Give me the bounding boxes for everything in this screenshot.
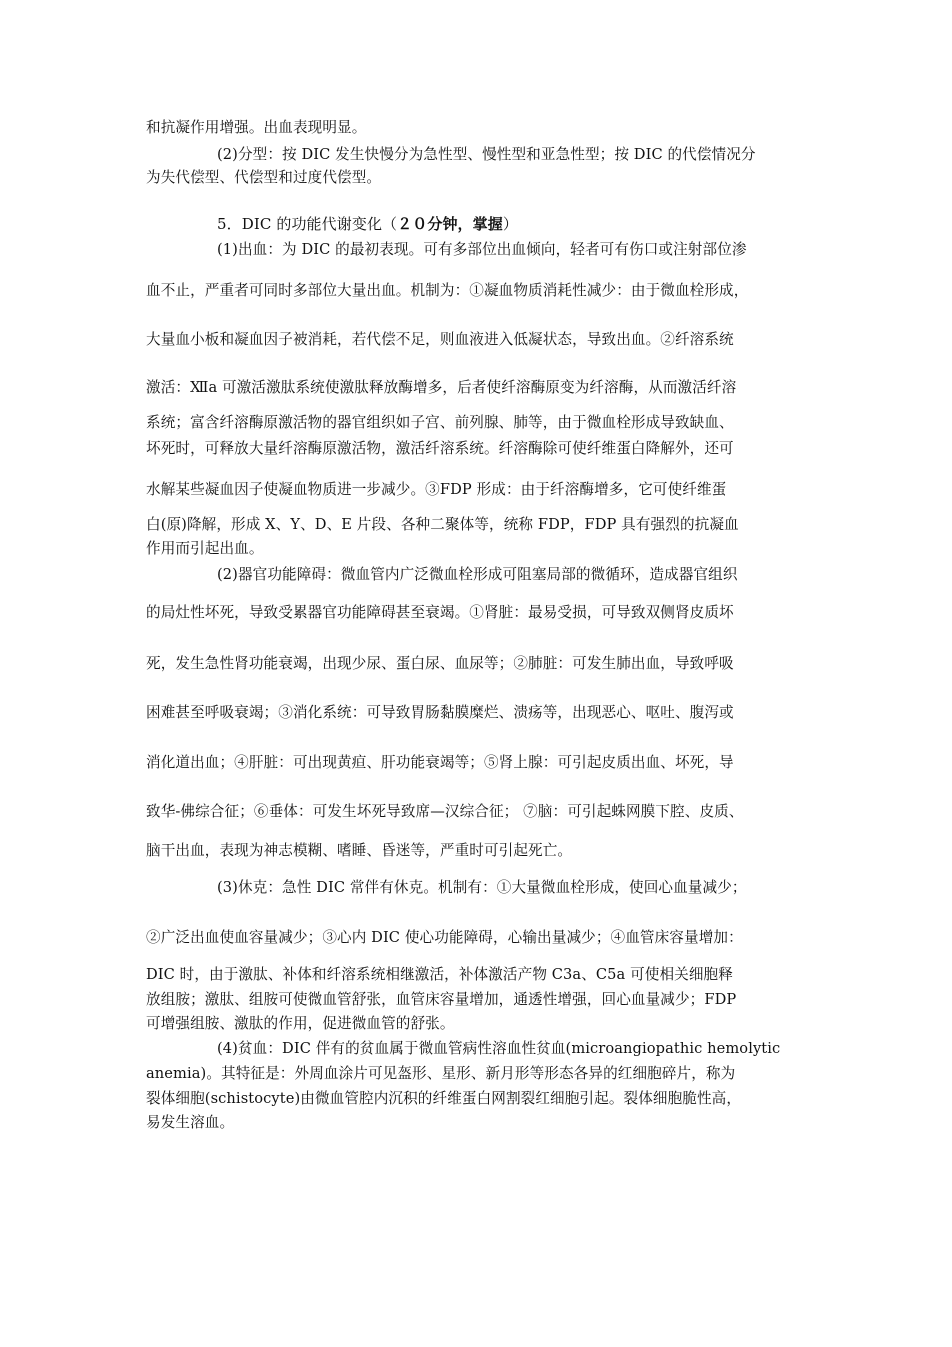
heading-title: DIC 的功能代谢变化（	[241, 215, 398, 233]
text-line: anemia)。其特征是：外周血涂片可见盔形、星形、新月形等形态各异的红细胞碎片，称为	[146, 1065, 736, 1082]
text-line: 水解某些凝血因子使凝血物质进一步减少。③FDP 形成：由于纤溶酶增多，它可使纤维蛋	[146, 481, 727, 498]
text-line: (3)休克：急性 DIC 常伴有休克。机制有：①大量微血栓形成，使回心血量减少；	[217, 879, 747, 896]
text-line: 系统；富含纤溶酶原激活物的器官组织如子宫、前列腺、肺等，由于微血栓形成导致缺血、	[146, 414, 734, 431]
text-line: 大量血小板和凝血因子被消耗，若代偿不足，则血液进入低凝状态，导致出血。②纤溶系统	[146, 331, 734, 348]
text-line: 坏死时，可释放大量纤溶酶原激活物，激活纤溶系统。纤溶酶除可使纤维蛋白降解外，还可	[146, 440, 734, 457]
text-line: DIC 时，由于激肽、补体和纤溶系统相继激活，补体激活产物 C3a、C5a 可使相关细胞释	[146, 966, 733, 983]
text-line: 死，发生急性肾功能衰竭，出现少尿、蛋白尿、血尿等；②肺脏：可发生肺出血，导致呼吸	[146, 655, 734, 672]
text-line: 白(原)降解，形成 X、Y、D、E 片段、各种二聚体等，统称 FDP，FDP 具有强烈的抗凝血	[146, 516, 739, 533]
text-line: ②广泛出血使血容量减少；③心内 DIC 使心功能障碍，心输出量减少；④血管床容量增加：	[146, 929, 743, 946]
text-line: 的局灶性坏死，导致受累器官功能障碍甚至衰竭。①肾脏：最易受损，可导致双侧肾皮质坏	[146, 604, 734, 621]
text-line: 裂体细胞(schistocyte)由微血管腔内沉积的纤维蛋白网割裂红细胞引起。裂体细胞脆性高，	[146, 1090, 742, 1107]
heading-emphasis: ２０分钟，掌握	[397, 215, 503, 233]
heading-close: ）	[502, 215, 518, 233]
text-line: 可增强组胺、激肽的作用，促进微血管的舒张。	[146, 1015, 455, 1032]
text-line: (2)器官功能障碍：微血管内广泛微血栓形成可阻塞局部的微循环，造成器官组织	[217, 566, 738, 583]
text-line: (4)贫血：DIC 伴有的贫血属于微血管病性溶血性贫血(microangiopathic hemolytic	[217, 1040, 781, 1057]
text-line: 脑干出血，表现为神志模糊、嗜睡、昏迷等，严重时可引起死亡。	[146, 842, 573, 859]
text-line: 放组胺；激肽、组胺可使微血管舒张，血管床容量增加，通透性增强，回心血量减少；FDP	[146, 991, 737, 1008]
text-line: 作用而引起出血。	[146, 540, 264, 557]
section-heading	[217, 214, 811, 234]
text-line: 和抗凝作用增强。出血表现明显。	[146, 119, 367, 136]
text-line: 易发生溶血。	[146, 1114, 235, 1131]
text-line: 致华-佛综合征；⑥垂体：可发生坏死导致席—汉综合征； ⑦脑：可引起蛛网膜下腔、皮质、	[146, 803, 744, 820]
text-line: 血不止，严重者可同时多部位大量出血。机制为：①凝血物质消耗性减少：由于微血栓形成，	[146, 282, 749, 299]
text-line: (1)出血：为 DIC 的最初表现。可有多部位出血倾向，轻者可有伤口或注射部位渗	[217, 241, 747, 258]
text-line: (2)分型：按 DIC 发生快慢分为急性型、慢性型和亚急性型；按 DIC 的代偿情况分	[217, 146, 756, 163]
text-line: 消化道出血；④肝脏：可出现黄疸、肝功能衰竭等；⑤肾上腺：可引起皮质出血、坏死，导	[146, 754, 734, 771]
text-line: 激活：Ⅻa 可激活激肽系统使激肽释放酶增多，后者使纤溶酶原变为纤溶酶，从而激活纤溶	[146, 379, 737, 396]
text-line: 为失代偿型、代偿型和过度代偿型。	[146, 169, 382, 186]
heading-number: 5．	[217, 215, 242, 233]
text-line: 困难甚至呼吸衰竭；③消化系统：可导致胃肠黏膜糜烂、溃疡等，出现恶心、呕吐、腹泻或	[146, 704, 734, 721]
